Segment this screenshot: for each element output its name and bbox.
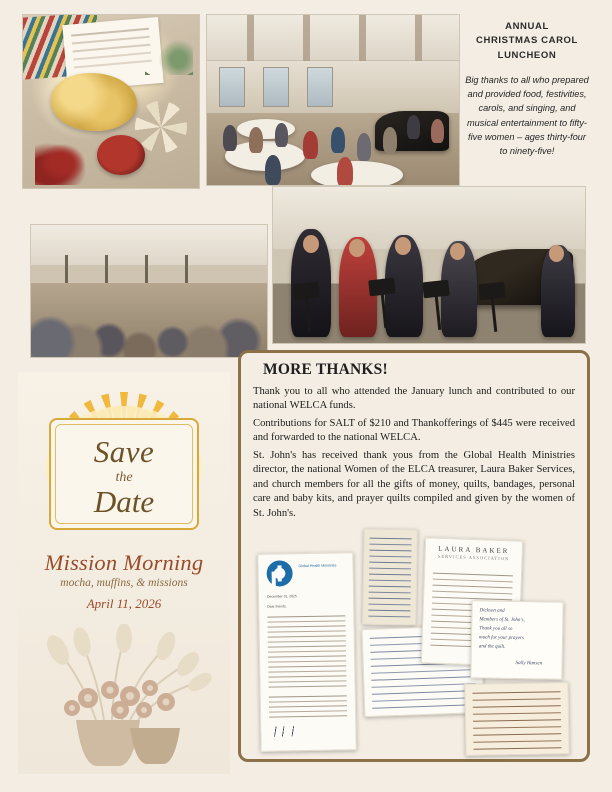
luncheon-hall-upper-photo [206, 14, 460, 186]
annual-luncheon-block [464, 20, 590, 158]
star-decoration [135, 101, 187, 153]
letter-body-lines [433, 573, 513, 577]
annual-title-line-1: ANNUAL [505, 21, 549, 32]
ceiling-beam [247, 15, 254, 61]
annual-title-line-3: LUNCHEON [497, 49, 557, 61]
handwriting-lines [473, 691, 561, 694]
music-stand [292, 282, 320, 301]
performer-head [349, 239, 365, 257]
red-bowl [97, 135, 145, 175]
performer-head [549, 245, 564, 262]
holiday-table-setting-photo [22, 14, 200, 189]
letterhead-org-name: Global Health Ministries [298, 563, 337, 569]
greenery-sprig [145, 23, 193, 75]
handwriting-lines [370, 538, 412, 540]
dried-floral-arrangement-photo [26, 624, 222, 770]
guest [331, 127, 345, 153]
guest [265, 155, 281, 185]
handwritten-thank-you-note-bottom [464, 682, 569, 756]
letter-signature [271, 726, 313, 737]
save-the-date-panel [18, 372, 230, 774]
more-thanks-panel [238, 350, 590, 762]
the-word: the [115, 470, 133, 485]
performer-head [395, 237, 411, 255]
round-table [311, 161, 403, 186]
global-health-ministries-logo [266, 560, 292, 586]
save-word: Save [93, 434, 155, 469]
global-health-ministries-letter [257, 552, 356, 752]
more-thanks-paragraph-3: St. John's has received thank yous from the Global Health Ministries director, the national Women of the ELCA treasurer, Laura Baker Services, and church members for all the gifts of money, quilts, bandages, personal care and baby kits, and prayer quilts compiled and given by the women of St. John's. [253, 450, 575, 519]
ceiling-beam [359, 15, 366, 61]
letter-body-lines [267, 615, 345, 617]
letter-salutation: Dear friends, [267, 604, 287, 609]
performer-head [450, 243, 465, 260]
note-line-2: Members of St. John's, [479, 617, 525, 624]
note-line-4: much for your prayers [478, 635, 524, 642]
guest [275, 123, 288, 147]
letterhead-org-sub: SERVICES ASSOCIATION [437, 553, 510, 562]
annual-luncheon-title [464, 20, 590, 63]
note-line-5: and the quilt. [478, 644, 506, 650]
seated-guests [31, 283, 267, 357]
luncheon-hall-lower-photo [30, 224, 268, 358]
music-stand [478, 282, 506, 301]
date-word: Date [93, 484, 155, 519]
handwritten-thank-you-card-right [470, 600, 563, 680]
guest [407, 115, 420, 139]
annual-luncheon-body: Big thanks to all who prepared and provided food, festivities, carols, and singing, and musical entertainment to fifty-five women – ages thirty-four to ninety-five! [465, 74, 589, 156]
note-signature: Sally Hansen [515, 660, 543, 667]
poinsettia-flower [35, 141, 89, 185]
guest [357, 133, 371, 161]
event-name: Mission Morning [44, 550, 204, 575]
hall-window [263, 67, 289, 107]
event-date: April 11, 2026 [86, 596, 162, 611]
hall-window [219, 67, 245, 107]
music-stand [422, 280, 450, 299]
carol-performers-photo [272, 186, 586, 344]
guest [431, 119, 444, 143]
music-stand [368, 278, 396, 297]
annual-title-line-2: CHRISTMAS CAROL [476, 35, 578, 47]
guest [249, 127, 263, 153]
save-the-date-card [49, 418, 199, 530]
thank-you-letters-collage [245, 523, 589, 761]
guest [303, 131, 318, 159]
guest [223, 125, 237, 151]
note-line-1: Dickson and [479, 608, 505, 614]
gold-ornament [51, 73, 137, 131]
note-line-3: Thank you all so [479, 626, 513, 632]
guest [383, 127, 397, 153]
letter-closing-lines [269, 695, 347, 697]
event-tagline: mocha, muffins, & missions [60, 577, 188, 589]
more-thanks-title: MORE THANKS! [263, 361, 388, 378]
guest [337, 157, 353, 186]
performer-head [303, 235, 319, 253]
ceiling-beam [415, 15, 422, 61]
more-thanks-paragraph-2: Contributions for SALT of $210 and Thankofferings of $445 were received and forwarded to the national WELCA. [253, 418, 575, 444]
letterhead-org-name: LAURA BAKER [438, 544, 510, 556]
more-thanks-paragraph-1: Thank you to all who attended the January lunch and contributed to our national WELCA funds. [253, 386, 575, 412]
letter-date: December 31, 2025 [266, 594, 297, 599]
ceiling-beam [303, 15, 310, 61]
handwritten-thank-you-note-tall [362, 529, 418, 626]
hall-window [307, 67, 333, 107]
